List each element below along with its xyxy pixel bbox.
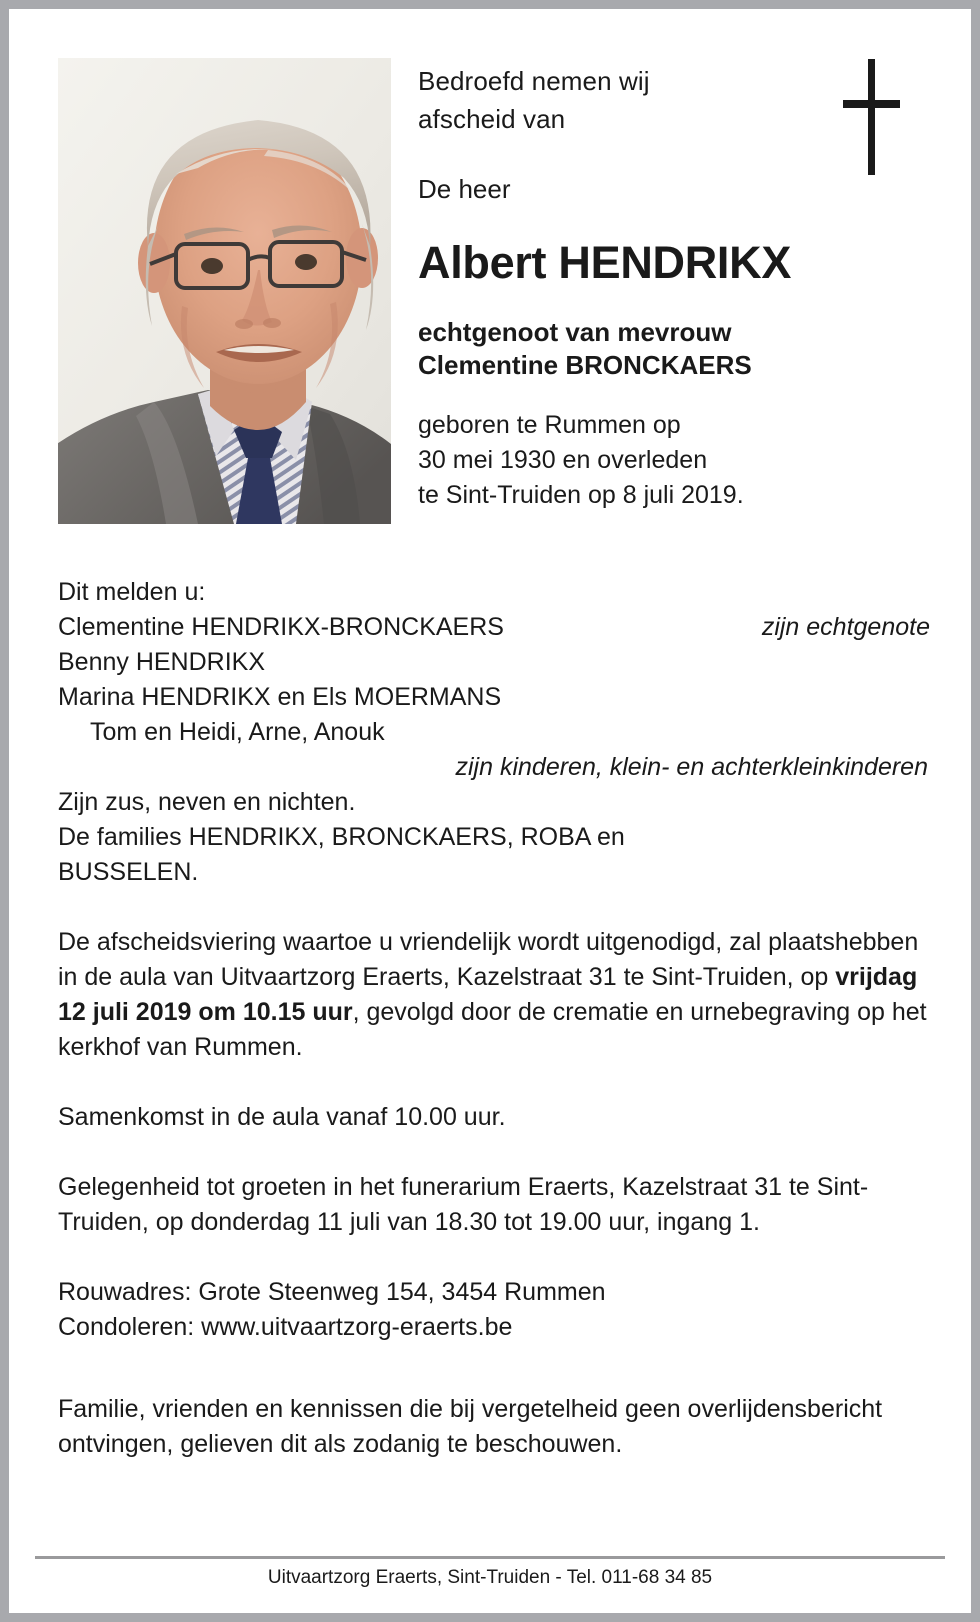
- birth-line-2: 30 mei 1930 en overleden: [418, 446, 708, 474]
- intro-block: [418, 62, 838, 138]
- announce-label: Dit melden u:: [58, 578, 206, 606]
- intro-line-2: afscheid van: [418, 104, 566, 134]
- latin-cross-icon: [835, 59, 907, 175]
- spouse-name: Clementine BRONCKAERS: [418, 350, 752, 380]
- ceremony-intro: De afscheidsviering waartoe u vriendelijk wordt uitgenodigd, zal plaatshebben in de aula van Uitvaartzorg Eraerts, Kazelstraat 31 te Sint-Truiden, op: [58, 928, 919, 991]
- family-member-spouse: Clementine HENDRIKX-BRONCKAERS: [58, 613, 504, 641]
- family-member-child-2: Marina HENDRIKX en Els MOERMANS: [58, 683, 502, 711]
- ceremony-datetime: vrijdag 12 juli 2019 om 10.15 uur: [58, 963, 918, 1026]
- intro-line-1: Bedroefd nemen wij: [418, 66, 650, 96]
- birth-line-3: te Sint-Truiden op 8 juli 2019.: [418, 481, 744, 509]
- relation-label-descendants: zijn kinderen, klein- en achterkleinkinderen: [455, 753, 928, 781]
- footer-divider: [35, 1556, 945, 1559]
- spouse-block: [418, 316, 838, 382]
- spouse-prefix: echtgenoot van mevrouw: [418, 317, 732, 347]
- ceremony-paragraph: [58, 925, 938, 1065]
- family-grandchildren: Tom en Heidi, Arne, Anouk: [90, 718, 385, 746]
- family-member-child-1: Benny HENDRIKX: [58, 648, 266, 676]
- mourning-address: Rouwadres: Grote Steenweg 154, 3454 Rummen: [58, 1278, 606, 1306]
- family-announcement-block: [58, 575, 938, 785]
- contact-block: [58, 1275, 938, 1345]
- families-line-1: De families HENDRIKX, BRONCKAERS, ROBA en: [58, 823, 625, 851]
- footer-credit: Uitvaartzorg Eraerts, Sint-Truiden - Tel. 011-68 34 85: [267, 1567, 713, 1588]
- closing-note: Familie, vrienden en kennissen die bij vergetelheid geen overlijdensbericht ontvingen, gelieven dit als zodanig te beschouwen.: [58, 1395, 883, 1458]
- spouse-relation-row: [58, 610, 938, 645]
- notice-body-section: [58, 575, 938, 1462]
- birth-line-1: geboren te Rummen op: [418, 411, 681, 439]
- condolences-link[interactable]: Condoleren: www.uitvaartzorg-eraerts.be: [58, 1313, 513, 1341]
- families-line-2: BUSSELEN.: [58, 858, 199, 886]
- obituary-notice-card: [9, 9, 971, 1613]
- portrait-photo: [58, 58, 391, 524]
- cross-horizontal-bar: [843, 100, 900, 108]
- deceased-title: De heer: [418, 174, 511, 204]
- cross-vertical-bar: [868, 59, 875, 175]
- visitation-paragraph: Gelegenheid tot groeten in het funerarium Eraerts, Kazelstraat 31 te Sint-Truiden, op donderdag 11 juli van 18.30 tot 19.00 uur, ingang 1.: [58, 1173, 869, 1236]
- birth-death-block: [418, 408, 838, 513]
- header-text-column: [418, 58, 838, 513]
- relatives-line: Zijn zus, neven en nichten.: [58, 788, 356, 816]
- gathering-paragraph: Samenkomst in de aula vanaf 10.00 uur.: [58, 1103, 506, 1131]
- relation-label-spouse: zijn echtgenote: [761, 613, 930, 641]
- notice-header-section: [9, 9, 971, 529]
- ceremony-outro: , gevolgd door de crematie en urnebegraving op het kerkhof van Rummen.: [58, 998, 927, 1061]
- deceased-name: Albert HENDRIKX: [418, 237, 792, 288]
- relatives-block: [58, 785, 938, 890]
